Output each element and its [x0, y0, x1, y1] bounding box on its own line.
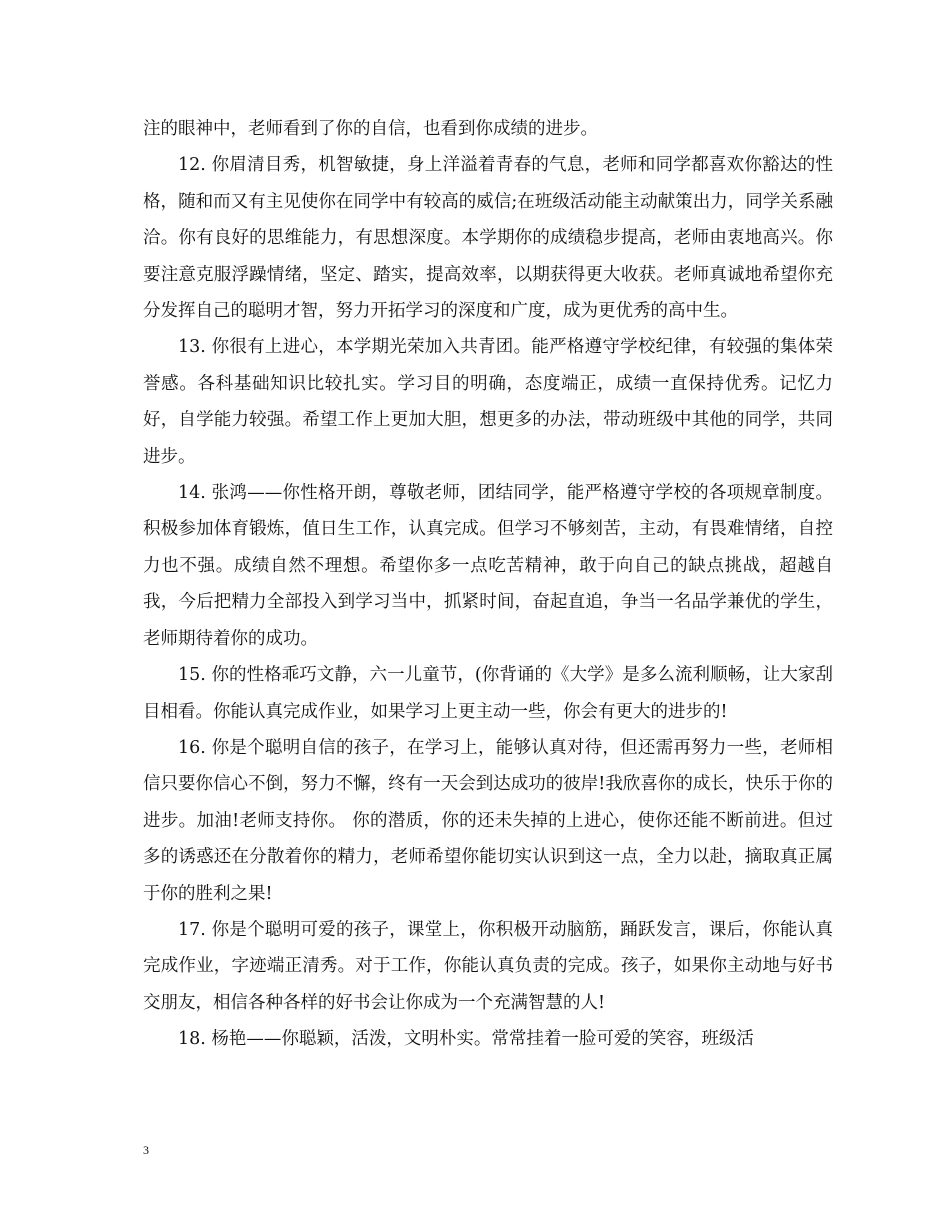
paragraph-18: 18. 杨艳——你聪颖，活泼，文明朴实。常常挂着一脸可爱的笑容，班级活 [178, 1029, 754, 1050]
paragraph-13: 13. 你很有上进心，本学期光荣加入共青团。能严格遵守学校纪律，有较强的集体荣誉感。各科基础知识比较扎实。学习目的明确，态度端正，成绩一直保持优秀。记忆力好，自学能力较强。希望工作上更加大胆，想更多的办法，带动班级中其他的同学，共同进步。 [143, 337, 833, 467]
paragraph-continuation: 注的眼神中，老师看到了你的自信，也看到你成绩的进步。 [143, 119, 598, 139]
paragraph-17: 17. 你是个聪明可爱的孩子，课堂上，你积极开动脑筋，踊跃发言，课后，你能认真完成作业，字迹端正清秀。对于工作，你能认真负责的完成。孩子，如果你主动地与好书交朋友，相信各种各样的好书会让你成为一个充满智慧的人! [143, 919, 833, 1013]
page-number: 3 [143, 1143, 149, 1157]
paragraph-12: 12. 你眉清目秀，机智敏捷，身上洋溢着青春的气息，老师和同学都喜欢你豁达的性格，随和而又有主见使你在同学中有较高的威信;在班级活动能主动献策出力，同学关系融洽。你有良好的思维能力，有思想深度。本学期你的成绩稳步提高，老师由衷地高兴。你要注意克服浮躁情绪，坚定、踏实，提高效率，以期获得更大收获。老师真诚地希望你充分发挥自己的聪明才智，努力开拓学习的深度和广度，成为更优秀的高中生。 [143, 155, 833, 322]
body-text [143, 111, 833, 1058]
paragraph-15: 15. 你的性格乖巧文静，六一儿童节，(你背诵的《大学》是多么流利顺畅，让大家刮目相看。你能认真完成作业，如果学习上更主动一些，你会有更大的进步的! [143, 665, 833, 722]
paragraph-16: 16. 你是个聪明自信的孩子，在学习上，能够认真对待，但还需再努力一些，老师相信只要你信心不倒，努力不懈，终有一天会到达成功的彼岸!我欣喜你的成长，快乐于你的进步。加油!老师支持你。 你的潜质，你的还未失掉的上进心，使你还能不断前进。但过多的诱惑还在分散着你的精力，老师希望你能切实认识到这一点，全力以赴，摘取真正属于你的胜利之果! [143, 737, 833, 904]
paragraph-14: 14. 张鸿——你性格开朗，尊敬老师，团结同学，能严格遵守学校的各项规章制度。积极参加体育锻炼，值日生工作，认真完成。但学习不够刻苦，主动，有畏难情绪，自控力也不强。成绩自然不理想。希望你多一点吃苦精神，敢于向自己的缺点挑战，超越自我，今后把精力全部投入到学习当中，抓紧时间，奋起直追，争当一名品学兼优的学生，老师期待着你的成功。 [143, 483, 833, 649]
